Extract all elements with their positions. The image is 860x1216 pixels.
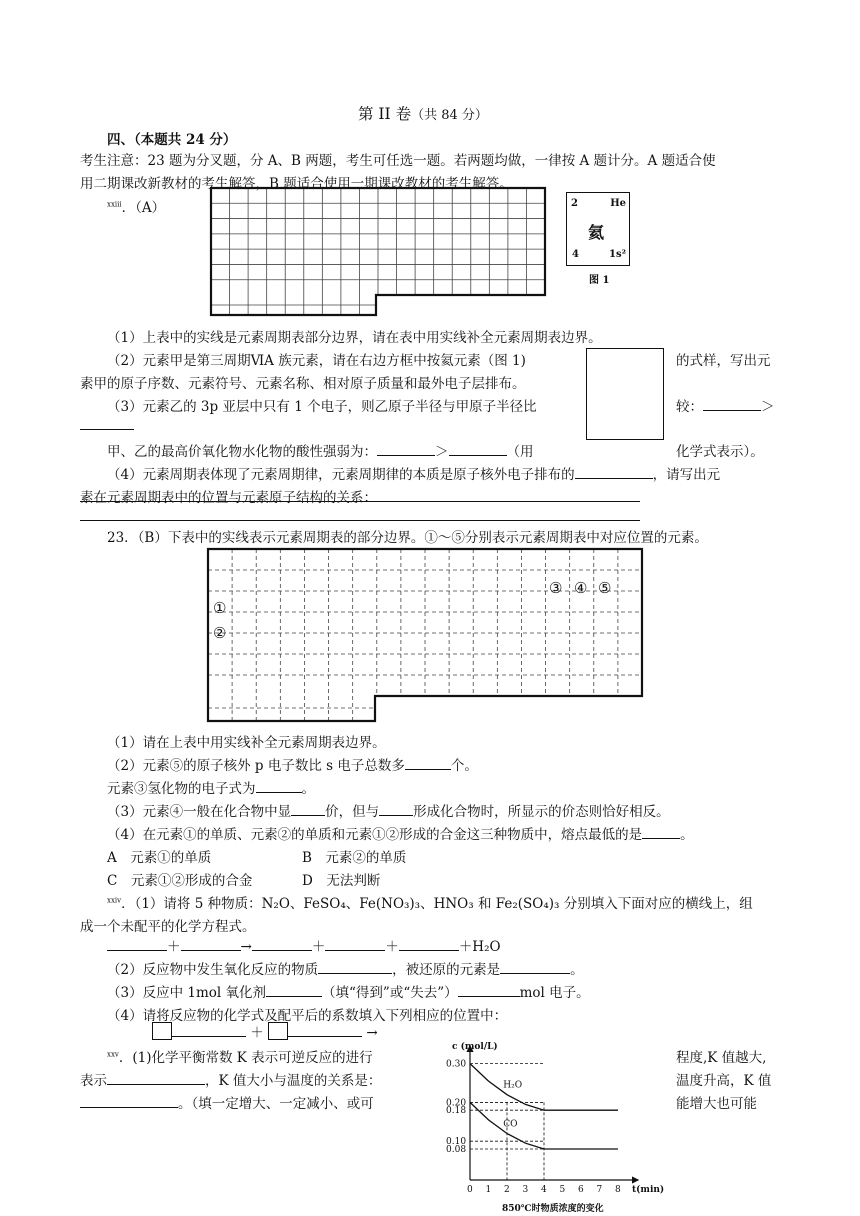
series-label-1: CO bbox=[503, 1119, 518, 1130]
blank-valence[interactable] bbox=[291, 803, 325, 816]
note-line-1: 考生注意：23 题为分叉题，分 A、B 两题，考生可任选一题。若两题均做，一律按 A 题计分。A 题适合使 bbox=[80, 153, 716, 169]
q23a-part4c: 素在元素周期表中的位置与元素原子结构的关系： bbox=[80, 490, 377, 506]
blank-p-s-diff[interactable] bbox=[405, 757, 451, 770]
q25-part2a-text: 表示 bbox=[80, 1073, 107, 1089]
blank-eq-3[interactable] bbox=[252, 938, 312, 951]
x-tick-label: 7 bbox=[596, 1185, 603, 1195]
marker-2: ② bbox=[213, 624, 227, 642]
q23b-part3c-text: 形成化合物时，所显示的价态则恰好相反。 bbox=[413, 804, 670, 820]
question-number: xxv bbox=[107, 1050, 119, 1059]
chart-series-lines bbox=[470, 1064, 618, 1149]
q25-part3a bbox=[80, 1092, 374, 1112]
blank-acid-1[interactable] bbox=[377, 443, 435, 456]
y-axis-label: c (mol/L) bbox=[452, 1042, 498, 1052]
coefficient-box-2[interactable] bbox=[268, 1022, 288, 1040]
plus-sign: ＋ bbox=[385, 939, 399, 955]
gt-sign: ＞ bbox=[761, 399, 775, 415]
coefficient-box-1[interactable] bbox=[152, 1022, 172, 1040]
option-c[interactable]: C 元素①②形成的合金 bbox=[107, 873, 253, 889]
q23a-part3c-text: 甲、乙的最高价氧化物水化物的酸性强弱为： bbox=[107, 444, 377, 460]
q24-part3 bbox=[107, 981, 590, 1001]
q24-part2 bbox=[107, 958, 584, 978]
q23a-part1: （1）上表中的实线是元素周期表部分边界，请在表中用实线补全元素周期表边界。 bbox=[107, 330, 602, 346]
x-tick-label: 1 bbox=[485, 1185, 492, 1195]
blank-electron-formula[interactable] bbox=[256, 780, 302, 793]
blank-oxidized[interactable] bbox=[318, 961, 392, 974]
gt-sign: ＞ bbox=[435, 444, 449, 460]
q25-part3b: 能增大也可能 bbox=[676, 1096, 757, 1112]
q23b-part4 bbox=[107, 823, 694, 843]
question-label: ．（A） bbox=[121, 200, 166, 216]
x-tick-label: 3 bbox=[522, 1185, 529, 1195]
marker-4: ④ bbox=[574, 579, 588, 597]
blank-eq-1[interactable] bbox=[107, 938, 167, 951]
q23b-part4a-text: （4）在元素①的单质、元素②的单质和元素①②形成的合金这三种物质中，熔点最低的是 bbox=[107, 827, 643, 843]
marker-3: ③ bbox=[549, 579, 563, 597]
q23a-part2c: 素甲的原子序数、元素符号、元素名称、相对原子质量和最外电子层排布。 bbox=[80, 376, 526, 392]
question-number: xxiii bbox=[107, 200, 122, 209]
concentration-chart bbox=[438, 1040, 670, 1216]
blank-eq-5[interactable] bbox=[399, 938, 459, 951]
q23b-part3b-text: 价，但与 bbox=[325, 804, 380, 820]
x-tick-label: 5 bbox=[559, 1185, 566, 1195]
q24-part2c-text: 。 bbox=[570, 962, 584, 978]
section-score: （共 84 分） bbox=[411, 108, 488, 123]
q25-part3a-text: 。（填一定增大、一定减小、或可 bbox=[178, 1096, 374, 1112]
q23a-part3c-post: （用 bbox=[506, 444, 534, 460]
marker-5: ⑤ bbox=[598, 579, 612, 597]
q24-part4: （4）请将反应物的化学式及配平后的系数填入下列相应的位置中： bbox=[107, 1008, 508, 1024]
q23a-part4a-text: （4）元素周期表体现了元素周期律，元素周期律的本质是原子核外电子排布的 bbox=[107, 467, 575, 483]
series-label-0: H₂O bbox=[503, 1080, 523, 1091]
q23b-part2c bbox=[107, 777, 315, 797]
he-element-card bbox=[566, 192, 630, 266]
q25-part1a bbox=[107, 1046, 373, 1066]
q24-part2b-text: ，被还原的元素是 bbox=[392, 962, 501, 978]
q25-part2a bbox=[80, 1069, 381, 1089]
q24-part1a-text: ．（1）请将 5 种物质：N₂O、FeSO₄、Fe(NO₃)₃、HNO₃ 和 Fe₂(SO₄)₃ 分别填入下面对应的横线上，组 bbox=[121, 896, 753, 912]
q23a-part4b-text: ，请写出元 bbox=[652, 467, 721, 483]
option-a[interactable]: A 元素①的单质 bbox=[107, 850, 212, 866]
q24-part3a-text: （3）反应中 1mol 氧化剂 bbox=[107, 985, 267, 1001]
he-symbol: He bbox=[610, 198, 626, 209]
blank-reactant-2[interactable] bbox=[288, 1024, 362, 1037]
option-b[interactable]: B 元素②的单质 bbox=[302, 850, 407, 866]
q23b-part1: （1）请在上表中用实线补全元素周期表边界。 bbox=[107, 735, 386, 751]
x-axis-label: t(min) bbox=[632, 1185, 665, 1195]
q23a-part2a: （2）元素甲是第三周期ⅥA 族元素，请在右边方框中按氦元素（图 1) bbox=[107, 353, 526, 369]
answer-box-element[interactable] bbox=[586, 348, 664, 440]
q23a-label bbox=[107, 196, 165, 216]
q24-part2a-text: （2）反应物中发生氧化反应的物质 bbox=[107, 962, 319, 978]
blank-partner[interactable] bbox=[379, 803, 413, 816]
q23a-part3a: （3）元素乙的 3p 亚层中只有 1 个电子，则乙原子半径与甲原子半径比 bbox=[107, 399, 537, 415]
q23b-part2a-text: （2）元素⑤的原子核外 p 电子数比 s 电子总数多 bbox=[107, 758, 405, 774]
q23a-part4a bbox=[107, 463, 720, 483]
q23b-part2b-text: 个。 bbox=[450, 758, 478, 774]
y-tick-label: 0.30 bbox=[446, 1059, 467, 1070]
q23b-intro: 23．（B）下表中的实线表示元素周期表的部分边界。①～⑤分别表示元素周期表中对应位置的元素。 bbox=[107, 530, 708, 546]
section-title: 第 II 卷 bbox=[358, 105, 412, 123]
y-tick-label: 0.08 bbox=[446, 1144, 467, 1155]
blank-k-temp[interactable] bbox=[80, 1095, 178, 1108]
q25-part1b: 程度,K 值越大, bbox=[676, 1050, 767, 1066]
q24-part1b: 成一个未配平的化学方程式。 bbox=[80, 919, 256, 935]
q24-part1a bbox=[107, 892, 753, 912]
q23a-part2b: 的式样，写出元 bbox=[676, 353, 771, 369]
blank-gain-loss[interactable] bbox=[266, 984, 322, 997]
section-heading: 四、（本题共 24 分） bbox=[107, 132, 237, 148]
plus-sign: ＋ bbox=[311, 939, 326, 955]
q23b-part3 bbox=[107, 800, 670, 820]
equation-line bbox=[107, 935, 501, 955]
figure-1-caption: 图 1 bbox=[589, 275, 610, 286]
option-d[interactable]: D 无法判断 bbox=[302, 873, 381, 889]
blank-radius-2[interactable] bbox=[80, 417, 134, 434]
q25-part1a-text: ．(1)化学平衡常数 K 表示可逆反应的进行 bbox=[118, 1050, 373, 1066]
q23b-part2d-text: 。 bbox=[301, 781, 315, 797]
q23b-part3a-text: （3）元素④一般在化合物中显 bbox=[107, 804, 292, 820]
blank-k-meaning[interactable] bbox=[107, 1072, 205, 1085]
he-name: 氦 bbox=[588, 223, 605, 242]
plus-sign: ＋ bbox=[250, 1025, 264, 1041]
q25-part2b-text: ，K 值大小与温度的关系是： bbox=[205, 1073, 382, 1089]
q23a-part3c bbox=[107, 440, 534, 460]
blank-eq-2[interactable] bbox=[181, 938, 241, 951]
q23a-part3b-text: 较： bbox=[676, 399, 703, 415]
question-number: xxiv bbox=[107, 896, 122, 905]
q23b-part4b-text: 。 bbox=[680, 827, 694, 843]
answer-line-2[interactable] bbox=[80, 520, 640, 521]
arrow-sign: → bbox=[366, 1025, 378, 1041]
water-term: ＋H₂O bbox=[458, 939, 501, 955]
blank-eq-4[interactable] bbox=[325, 938, 385, 951]
he-mass: 4 bbox=[572, 249, 579, 260]
blank-acid-2[interactable] bbox=[449, 443, 507, 456]
arrow-sign: → bbox=[240, 939, 252, 955]
q23b-part2c-text: 元素③氢化物的电子式为 bbox=[107, 781, 256, 797]
he-atomic-number: 2 bbox=[571, 198, 578, 209]
blank-reduced-element[interactable] bbox=[500, 961, 570, 974]
answer-line-1[interactable] bbox=[80, 501, 640, 502]
x-tick-label: 0 bbox=[467, 1185, 473, 1195]
note-line-2: 用二期课改新教材的考生解答，B 题适合使用一期课改教材的考生解答。 bbox=[80, 176, 513, 192]
he-config: 1s² bbox=[609, 249, 626, 260]
q23a-part3b bbox=[676, 395, 775, 415]
chart-title: 850℃时物质浓度的变化 bbox=[502, 1204, 604, 1214]
balanced-equation-line bbox=[152, 1021, 378, 1041]
x-tick-label: 6 bbox=[578, 1185, 584, 1195]
marker-1: ① bbox=[213, 599, 227, 617]
blank-essence[interactable] bbox=[575, 466, 653, 479]
blank-mol-electrons[interactable] bbox=[458, 984, 520, 997]
y-tick-label: 0.10 bbox=[446, 1137, 467, 1148]
q23a-part3d: 化学式表示）。 bbox=[676, 444, 764, 460]
y-tick-label: 0.18 bbox=[446, 1106, 467, 1117]
periodic-table-grid-b bbox=[205, 546, 645, 724]
x-tick-label: 8 bbox=[615, 1185, 621, 1195]
y-tick-label: 0.20 bbox=[446, 1098, 467, 1109]
x-tick-label: 2 bbox=[504, 1185, 510, 1195]
paper-title bbox=[358, 102, 488, 124]
q23b-part2 bbox=[107, 754, 478, 774]
blank-reactant-1[interactable] bbox=[172, 1024, 246, 1037]
q25-part2c: 温度升高，K 值 bbox=[676, 1073, 772, 1089]
x-tick-label: 4 bbox=[541, 1185, 547, 1195]
plus-sign: ＋ bbox=[167, 939, 181, 955]
q24-part3c-text: mol 电子。 bbox=[519, 985, 590, 1001]
q24-part3b-text: （填“得到”或“失去”） bbox=[322, 985, 458, 1001]
periodic-table-grid-a bbox=[208, 185, 548, 320]
blank-radius-1[interactable] bbox=[703, 398, 761, 411]
blank-lowest-mp[interactable] bbox=[642, 826, 680, 839]
